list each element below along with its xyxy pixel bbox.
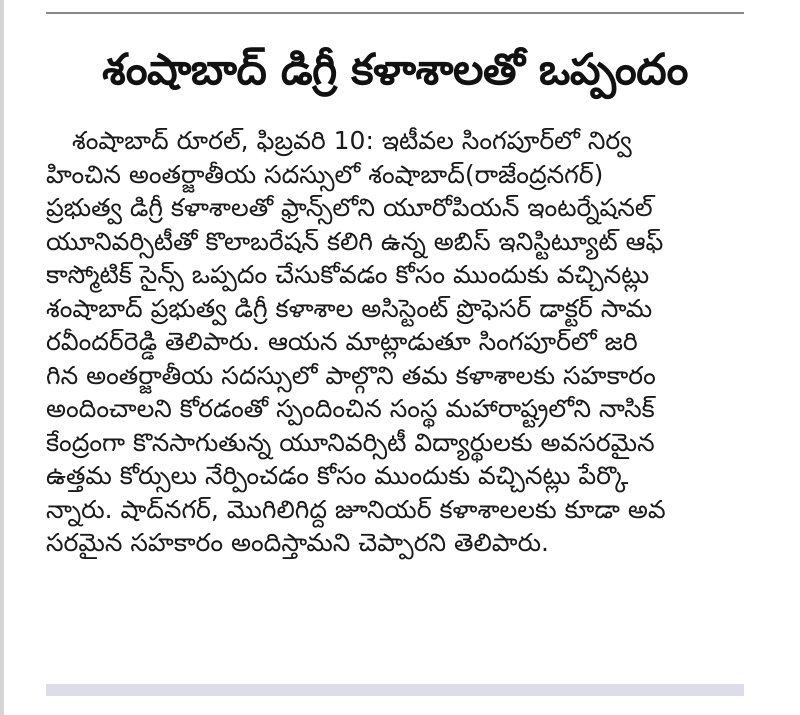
article-line: న్నారు. షాద్‌నగర్, మొగిలిగిద్ద జూనియర్ కళాశాలలకు కూడా అవ	[46, 494, 666, 524]
article-line: కేంద్రంగా కొనసాగుతున్న యూనివర్సిటీ విద్యార్థులకు అవసరమైన	[46, 427, 655, 457]
article-line: హించిన అంతర్జాతీయ సదస్సులో శంషాబాద్(రాజేంద్రనగర్)	[46, 159, 604, 189]
article-line: ఉత్తమ కోర్సులు నేర్పించడం కోసం ముందుకు వచ్చినట్లు పేర్కొ	[46, 461, 629, 490]
article-line: శంషాబాద్ రూరల్, ఫిబ్రవరి 10: ఇటీవల సింగపూర్‌లో నిర్వ	[72, 126, 632, 155]
article-line: సరమైన సహకారం అందిస్తామని చెప్పారని తెలిపారు.	[46, 528, 549, 557]
article-line: కాస్మోటిక్ సైన్స్ ఒప్పదం చేసుకోవడం కోసం ముందుకు వచ్చినట్లు	[46, 260, 650, 289]
article-headline: శంషాబాద్ డిగ్రీ కళాశాలతో ఒప్పందం	[102, 45, 688, 95]
article-line: అందించాలని కోరడంతో స్పందించిన సంస్థ మహారాష్ట్రలోని నాసిక్	[46, 394, 655, 423]
article-line: ప్రభుత్వ డిగ్రీ కళాశాలతో ఫ్రాన్స్‌లోని యూరోపియన్ ఇంటర్నేషనల్	[46, 193, 653, 222]
top-divider	[46, 12, 744, 14]
bottom-divider-band	[46, 684, 744, 696]
left-frame-border	[0, 0, 4, 715]
article-body	[46, 124, 744, 560]
article-line: గిన అంతర్జాతీయ సదస్సులో పాల్గొని తమ కళాశాలకు సహకారం	[46, 360, 656, 390]
news-article	[46, 22, 744, 560]
article-line: శంషాబాద్ ప్రభుత్వ డిగ్రీ కళాశాల అసిస్టెంట్ ప్రొఫెసర్ డాక్టర్ సామ	[46, 293, 653, 323]
article-line: రవీందర్‌రెడ్డి తెలిపారు. ఆయన మాట్లాడుతూ సింగపూర్‌లో జరి	[46, 327, 638, 356]
article-line: యూనివర్సిటీతో కొలాబరేషన్ కలిగి ఉన్న అబిస్ ఇనిస్టిట్యూట్ ఆఫ్	[46, 226, 664, 256]
